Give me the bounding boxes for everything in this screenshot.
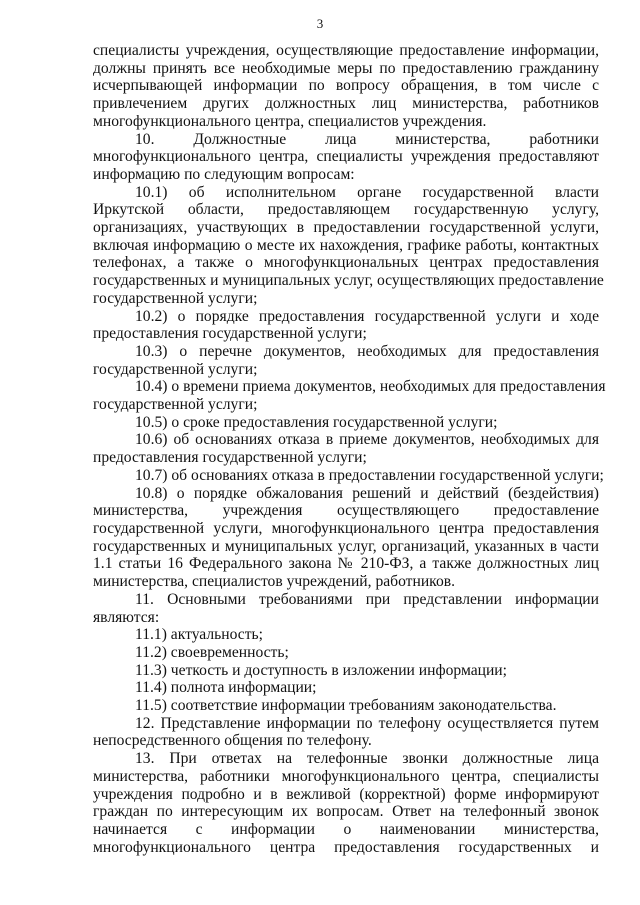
text-line: исчерпывающей информации по вопросу обращения, в том числе с [93,77,599,95]
text-line: предоставления государственной услуги; [93,449,367,467]
text-line: 10. Должностные лица министерства, работники [135,130,599,148]
paragraph-p10-4 [93,378,606,414]
text-line: 10.5) о сроке предоставления государственной услуги; [135,413,498,431]
paragraph-p11 [93,591,599,626]
text-line: 10.7) об основаниях отказа в предоставлении государственной услуги; [135,466,604,484]
text-line: 1.1 статьи 16 Федерального закона № 210-ФЗ, а также должностных лиц [93,555,599,573]
paragraph-p11-3 [93,662,599,680]
text-line: министерства, учреждения осуществляющего предоставление [93,502,599,520]
text-line: предоставления государственной услуги; [93,325,367,343]
text-line: привлечением других должностных лиц министерства, работников [93,95,599,113]
text-line: 13. При ответах на телефонные звонки должностные лица [135,750,599,768]
text-line: 11.1) актуальность; [135,626,263,644]
paragraph-p11-5 [93,697,599,715]
paragraph-p10-6 [93,431,599,466]
text-line: многофункционального центра, специалисты учреждения предоставляют [93,148,599,166]
paragraph-p10-7 [93,466,604,485]
text-line: специалисты учреждения, осуществляющие предоставление информации, [93,42,599,59]
page-number: 3 [316,16,324,31]
text-line: министерства, работники многофункционального центра, специалисты [93,767,599,785]
paragraph-p12 [93,715,599,750]
paragraph-p10-3 [93,343,599,378]
text-line: 10.2) о порядке предоставления государственной услуги и ходе [135,307,599,325]
text-line: включая информацию о месте их нахождения, графике работы, контактных [93,236,599,254]
text-line: начинается с информации о наименовании министерства, [93,820,599,838]
text-line: многофункционального центра предоставления государственных и [93,838,599,856]
text-line: 10.6) об основаниях отказа в приеме документов, необходимых для [135,431,599,449]
text-line: государственной услуги; [93,396,258,414]
text-line: министерства, специалистов учреждений, работников. [93,573,456,591]
paragraph-p10-8 [93,485,599,591]
paragraph-p10-2 [93,308,599,343]
paragraph-p11-4 [93,679,599,697]
text-line: непосредственного общения по телефону. [93,732,372,750]
text-line: организациях, участвующих в предоставлении государственной услуги, [93,219,599,237]
text-line: государственной услуги; [93,360,258,378]
text-line: 10.1) об исполнительном органе государственной власти [135,183,599,201]
document-body [93,42,606,856]
text-line: государственных и муниципальных услуг, осуществляющих предоставление [93,272,604,290]
paragraph-p10-5 [93,414,599,432]
text-line: 11.4) полнота информации; [135,679,317,697]
text-line: 11.3) четкость и доступность в изложении информации; [135,661,507,679]
text-line: государственных и муниципальных услуг, организаций, указанных в части [93,537,599,555]
text-line: 11.5) соответствие информации требованиям законодательства. [135,697,557,715]
text-line: должны принять все необходимые меры по предоставлению гражданину [93,59,599,77]
text-line: телефонах, а также о многофункциональных центрах предоставления [93,254,599,272]
text-line: 11.2) своевременность; [135,643,289,661]
paragraph-p11-1 [93,626,599,644]
text-line: 10.8) о порядке обжалования решений и действий (бездействия) [135,484,599,502]
paragraph-p11-2 [93,644,599,662]
text-line: многофункционального центра, специалистов учреждения. [93,112,487,130]
text-line: являются: [93,608,160,626]
text-line: Иркутской области, предоставляющем государственную услугу, [93,201,599,219]
text-line: 11. Основными требованиями при представлении информации [135,590,599,608]
paragraph-p13 [93,750,599,856]
text-line: 10.4) о времени приема документов, необходимых для предоставления [135,378,606,396]
paragraph-p10-1 [93,183,604,308]
text-line: государственной услуги; [93,289,258,307]
paragraph-p10 [93,131,599,184]
text-line: государственной услуги, многофункционального центра предоставления [93,519,599,537]
paragraph-p9-cont [93,42,599,131]
text-line: 12. Представление информации по телефону осуществляется путем [135,714,599,732]
text-line: учреждения подробно и в вежливой (корректной) форме информируют [93,785,599,803]
text-line: граждан по интересующим их вопросам. Ответ на телефонный звонок [93,803,599,821]
text-line: информацию по следующим вопросам: [93,165,355,183]
text-line: 10.3) о перечне документов, необходимых для предоставления [135,342,599,360]
